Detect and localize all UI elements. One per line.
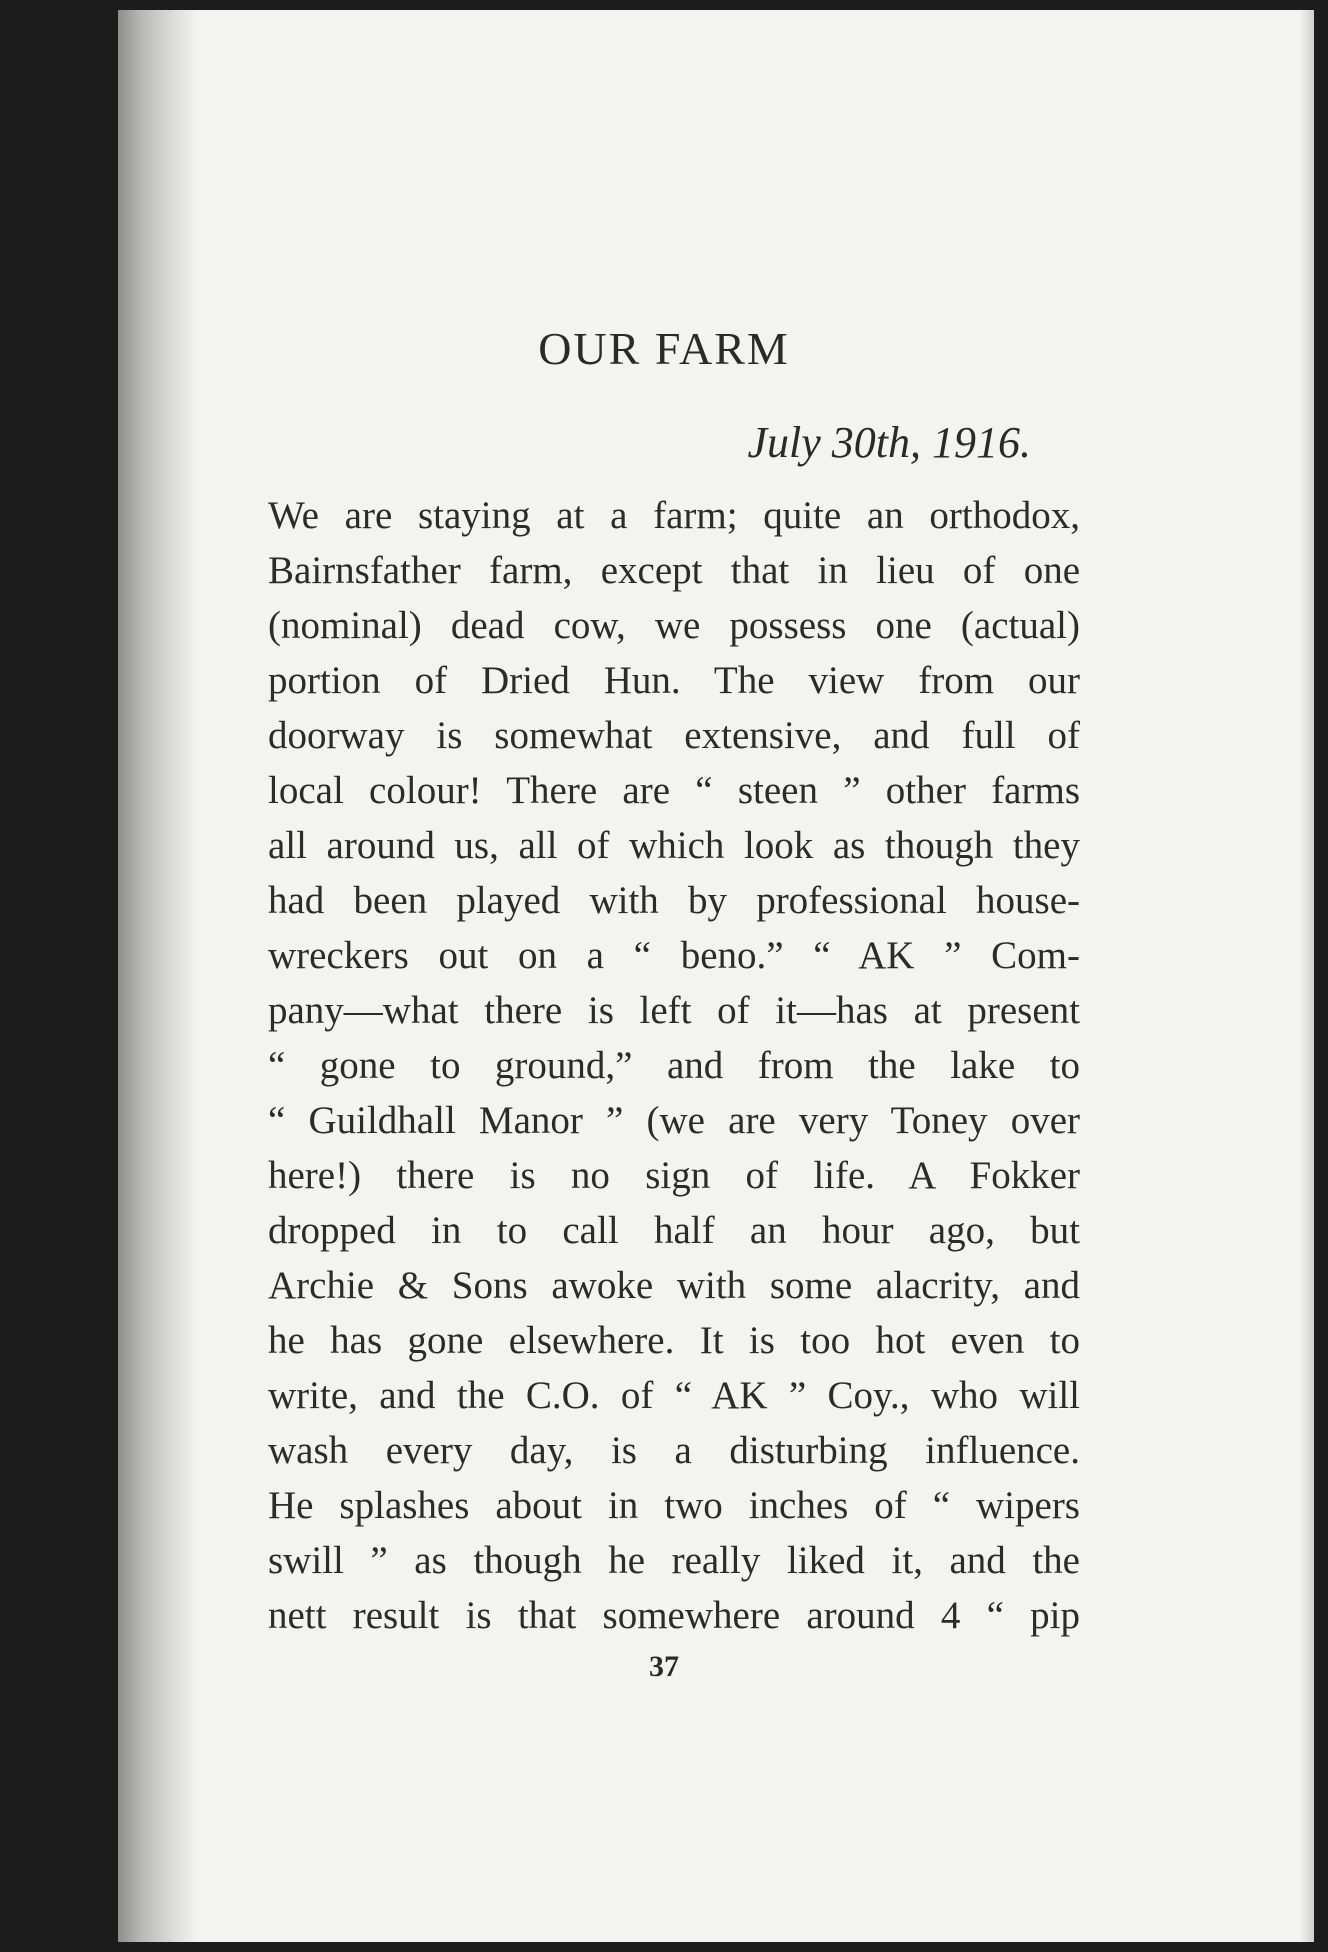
text-line: Bairnsfather farm, except that in lieu of one [268,549,1080,592]
entry-date: July 30th, 1916. [747,418,1031,467]
chapter-title: OUR FARM [538,323,790,374]
text-line: local colour! There are “ steen ” other farms [268,769,1080,812]
text-line: dropped in to call half an hour ago, but [268,1209,1080,1252]
text-line: wash every day, is a disturbing influence. [268,1429,1080,1472]
text-line: here!) there is no sign of life. A Fokker [268,1154,1080,1197]
text-line: pany—what there is left of it—has at present [268,989,1080,1032]
text-line: doorway is somewhat extensive, and full of [268,714,1080,757]
text-line: portion of Dried Hun. The view from our [268,659,1080,702]
text-line: all around us, all of which look as though they [268,824,1080,867]
text-line: nett result is that somewhere around 4 “ pip [268,1594,1080,1637]
text-line: had been played with by professional house- [268,879,1080,922]
text-line: Archie & Sons awoke with some alacrity, and [268,1264,1080,1307]
text-line: swill ” as though he really liked it, and the [268,1539,1080,1582]
body-text [268,488,1080,1643]
page-edge [1300,10,1314,1942]
text-line: he has gone elsewhere. It is too hot even to [268,1319,1080,1362]
page-number: 37 [649,1650,679,1683]
text-line: “ gone to ground,” and from the lake to [268,1044,1080,1087]
text-line: write, and the C.O. of “ AK ” Coy., who will [268,1374,1080,1417]
text-line: (nominal) dead cow, we possess one (actual) [268,604,1080,647]
text-line: wreckers out on a “ beno.” “ AK ” Com- [268,934,1080,977]
text-line: “ Guildhall Manor ” (we are very Toney over [268,1099,1080,1142]
book-spine-shadow [118,10,198,1942]
text-line: We are staying at a farm; quite an orthodox, [268,494,1080,537]
text-line: He splashes about in two inches of “ wipers [268,1484,1080,1527]
